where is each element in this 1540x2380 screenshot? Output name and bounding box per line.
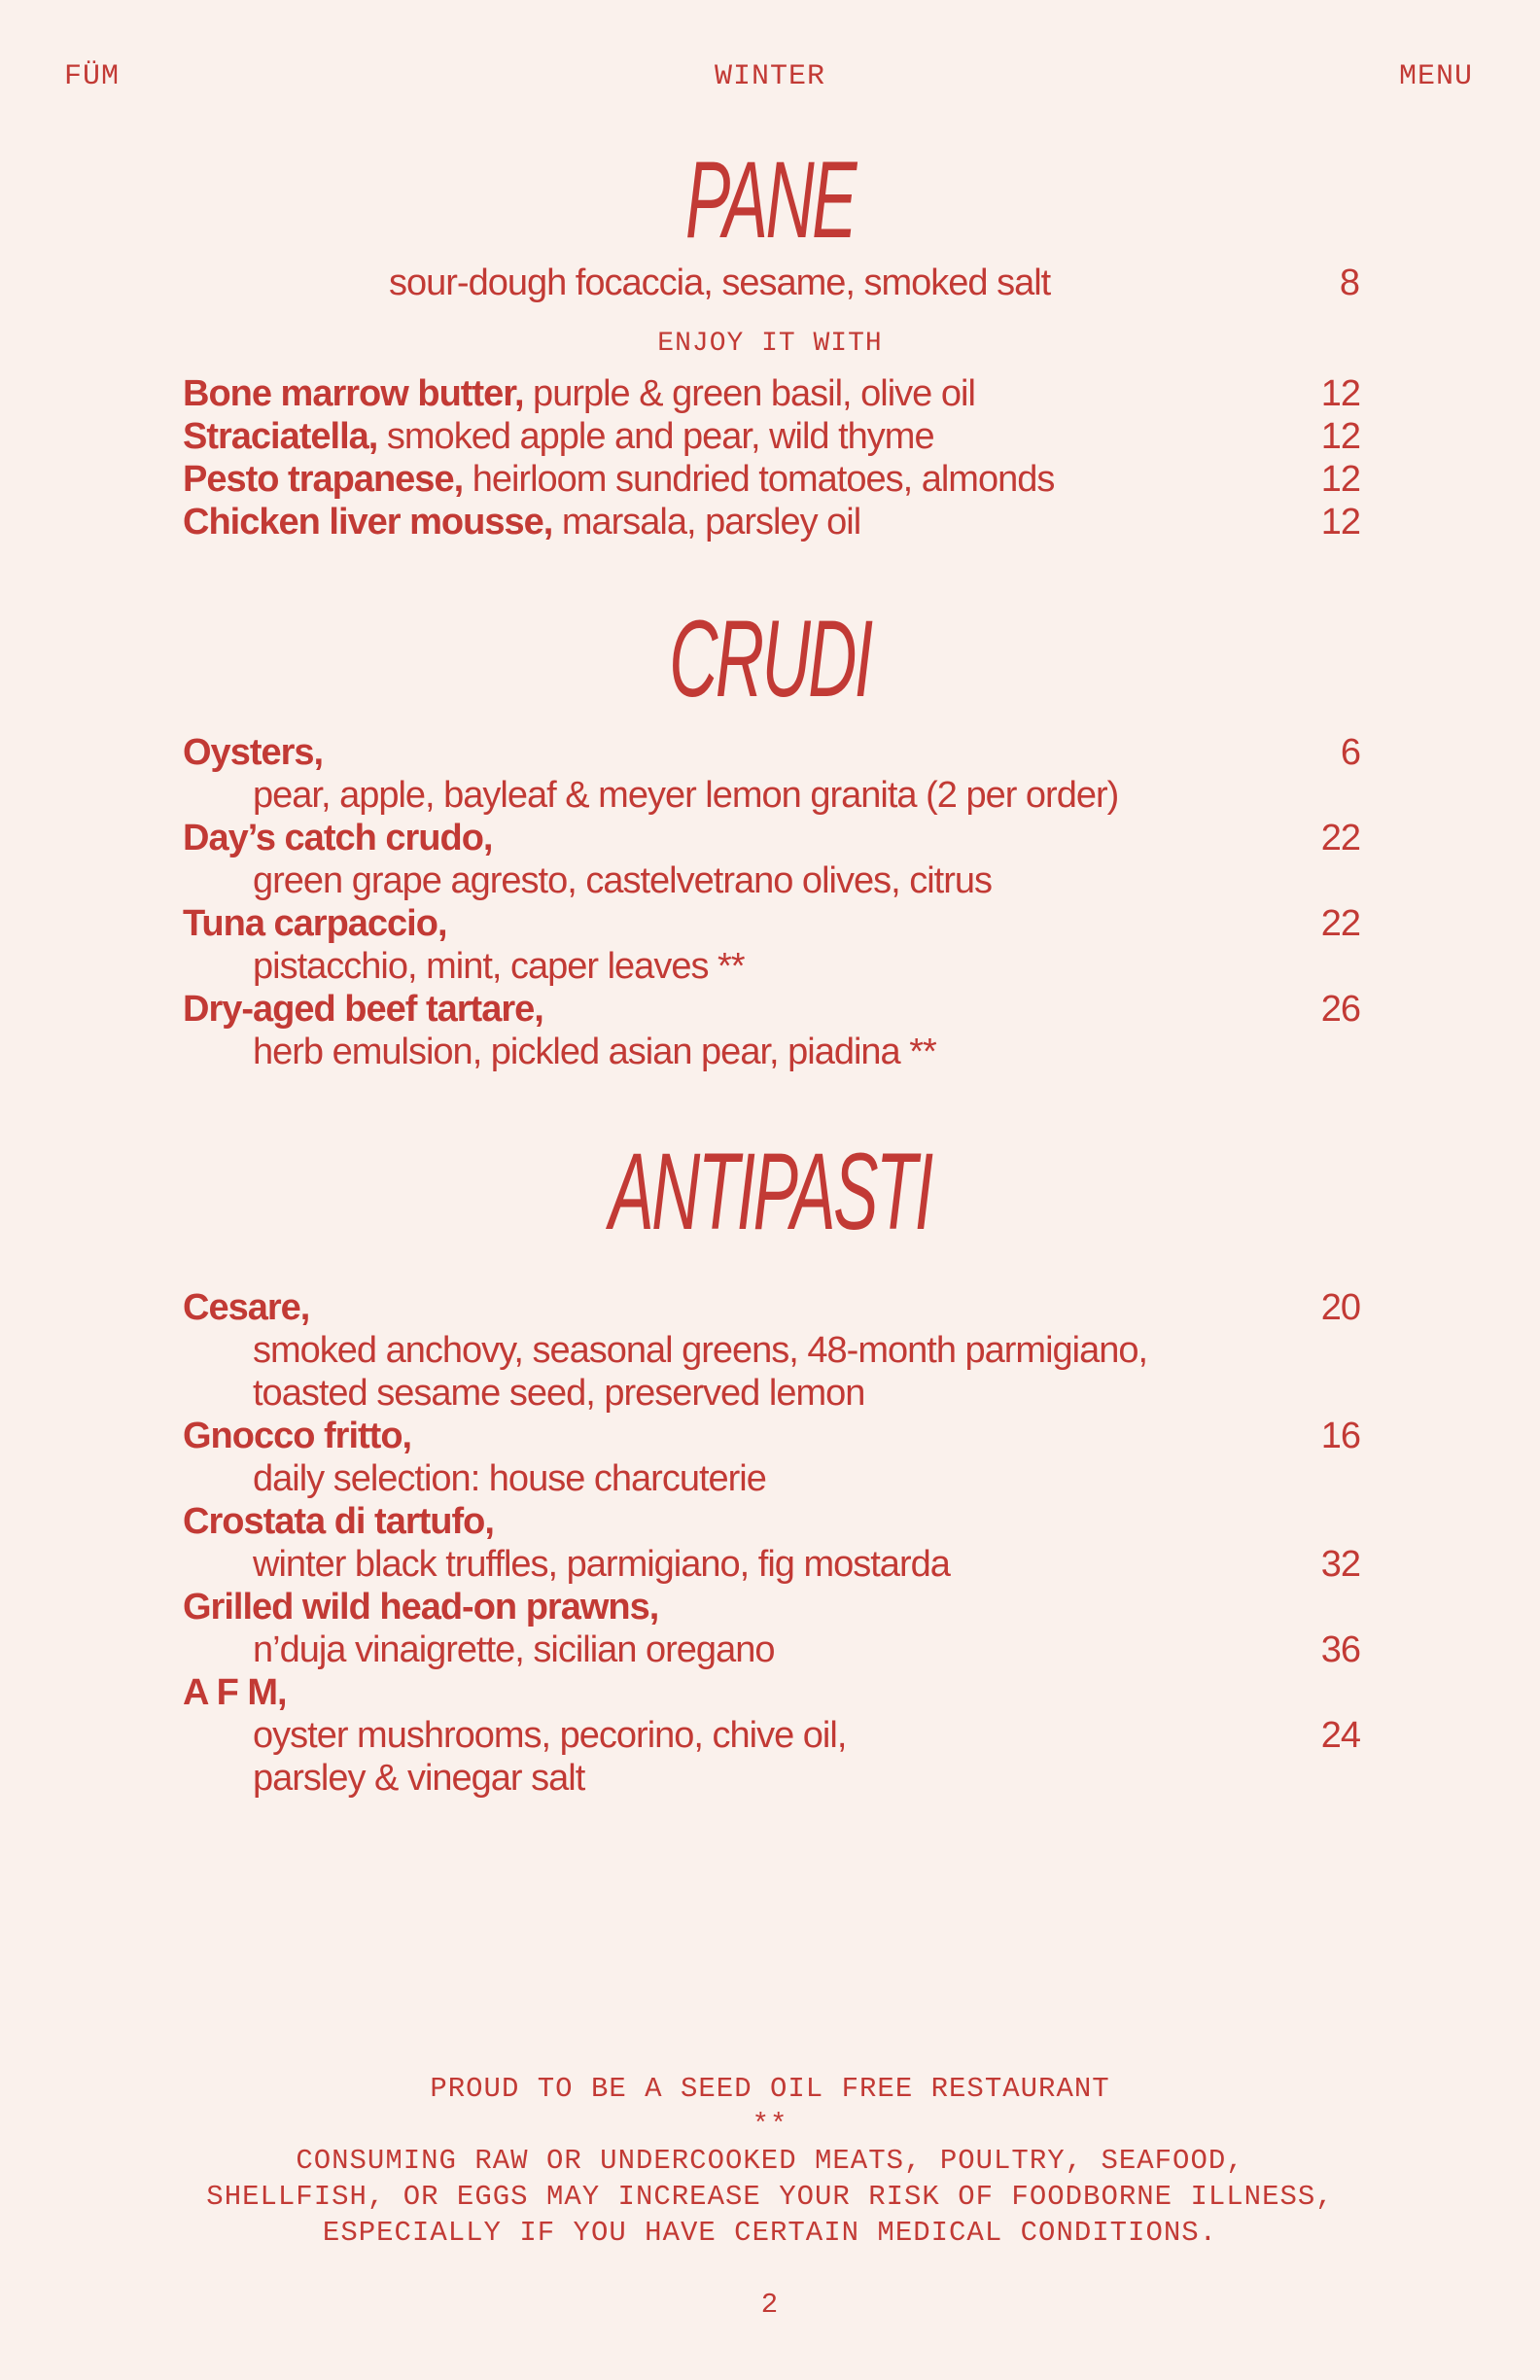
item-desc: purple & green basil, olive oil [523,373,975,414]
item-price: 6 [1340,732,1360,773]
item-desc: green grape agresto, castelvetrano olives, citrus [253,860,992,901]
item-desc: pear, apple, bayleaf & meyer lemon granita (2 per order) [253,775,1119,816]
season-label: WINTER [714,60,826,93]
health-warning-line: CONSUMING RAW OR UNDERCOOKED MEATS, POULTRY, SEAFOOD, [296,2145,1244,2177]
menu-item-name-row [183,1415,1360,1457]
section-title-pane: PANE [684,139,856,261]
footnote-stars: ** [752,2109,788,2141]
item-name: Crostata di tartufo, [183,1501,494,1542]
item-name: Chicken liver mousse, [183,502,553,542]
enjoy-it-with-label: ENJOY IT WITH [657,329,883,359]
item-name: Gnocco fritto, [183,1416,412,1456]
brand-label: FÜM [64,60,121,93]
item-desc-row [183,1714,1360,1757]
item-desc: n’duja vinaigrette, sicilian oregano [253,1629,775,1670]
section-title-crudi: CRUDI [669,598,871,719]
menu-item-name-row [183,902,1360,945]
menu-label: MENU [1398,60,1473,93]
item-price: 12 [1320,502,1360,542]
item-desc: daily selection: house charcuterie [253,1458,766,1499]
item-desc: marsala, parsley oil [552,502,861,542]
item-name: Tuna carpaccio, [183,903,447,944]
item-desc: heirloom sundried tomatoes, almonds [463,459,1055,500]
menu-item-name-row [183,731,1360,774]
item-desc: smoked anchovy, seasonal greens, 48-month parmigiano, [253,1330,1148,1371]
item-price: 12 [1320,373,1360,414]
menu-item [183,501,1360,543]
menu-item-name-row [183,1500,1360,1543]
section-title-antipasti: ANTIPASTI [609,1131,931,1252]
item-name: Bone marrow butter, [183,373,524,414]
item-desc: herb emulsion, pickled asian pear, piadina ** [253,1032,936,1072]
item-name: Cesare, [183,1287,310,1328]
item-price: 24 [1320,1715,1360,1756]
item-name: Oysters, [183,732,324,773]
item-desc: oyster mushrooms, pecorino, chive oil, [253,1715,847,1756]
focaccia-item: sour-dough focaccia, sesame, smoked salt [389,262,1051,303]
item-desc-row [183,1628,1360,1671]
seed-oil-notice: PROUD TO BE A SEED OIL FREE RESTAURANT [430,2073,1110,2105]
health-warning-line: SHELLFISH, OR EGGS MAY INCREASE YOUR RISK OF FOODBORNE ILLNESS, [206,2181,1334,2213]
item-price: 22 [1320,818,1360,858]
item-name: A F M, [183,1672,287,1713]
menu-item-name-row [183,1671,1360,1714]
item-price: 32 [1320,1544,1360,1585]
menu-item [183,458,1360,501]
item-price: 20 [1320,1287,1360,1328]
page-number: 2 [760,2289,780,2321]
menu-item-name-row [183,817,1360,859]
item-desc-row [183,1543,1360,1586]
item-desc: smoked apple and pear, wild thyme [377,416,934,457]
menu-item [183,415,1360,458]
item-name: Dry-aged beef tartare, [183,989,543,1030]
item-name: Pesto trapanese, [183,459,464,500]
item-name: Day’s catch crudo, [183,818,493,858]
item-name: Straciatella, [183,416,378,457]
menu-item-name-row [183,988,1360,1031]
item-desc: winter black truffles, parmigiano, fig mostarda [253,1544,950,1585]
item-price: 12 [1320,416,1360,457]
health-warning-line: ESPECIALLY IF YOU HAVE CERTAIN MEDICAL CONDITIONS. [322,2217,1218,2249]
focaccia-price: 8 [1339,262,1360,303]
menu-item-name-row [183,1286,1360,1329]
item-price: 12 [1320,459,1360,500]
item-price: 16 [1320,1416,1360,1456]
item-desc: pistacchio, mint, caper leaves ** [253,946,745,987]
menu-item-name-row [183,1586,1360,1628]
item-name: Grilled wild head-on prawns, [183,1587,659,1628]
item-price: 36 [1320,1629,1360,1670]
item-desc: parsley & vinegar salt [253,1758,585,1799]
footer-notice [0,2071,1540,2251]
item-price: 26 [1320,989,1360,1030]
item-desc: toasted sesame seed, preserved lemon [253,1373,865,1414]
menu-item [183,372,1360,415]
item-price: 22 [1320,903,1360,944]
